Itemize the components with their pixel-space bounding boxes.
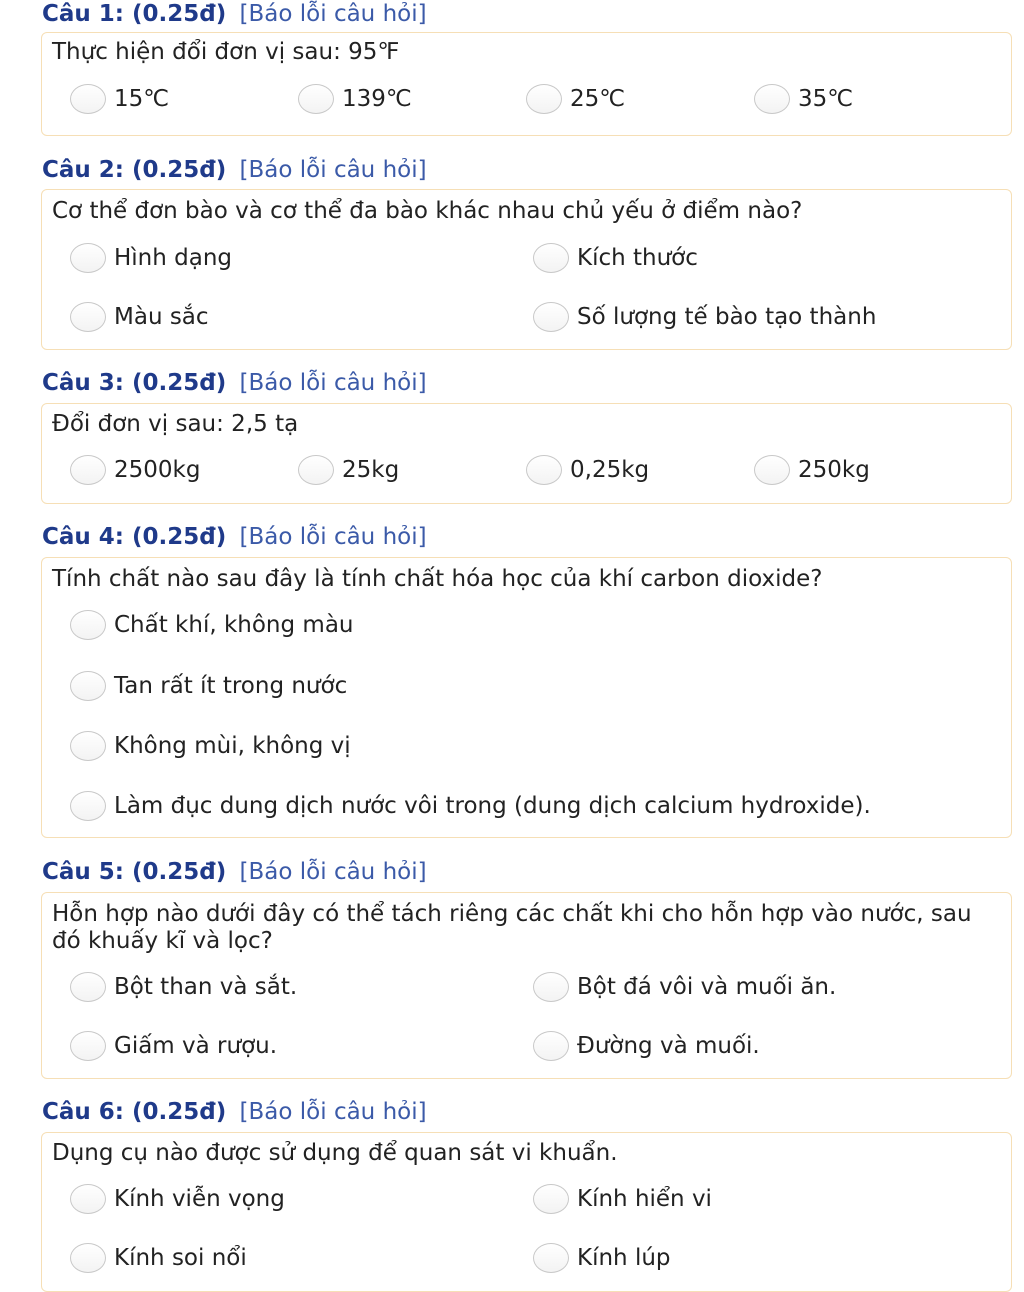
- option-label: Không mùi, không vị: [114, 733, 351, 759]
- radio-icon[interactable]: [70, 972, 106, 1002]
- radio-icon[interactable]: [533, 972, 569, 1002]
- question-3-option-d[interactable]: [754, 452, 870, 488]
- question-3-box: [41, 403, 1012, 504]
- question-1-option-b[interactable]: [298, 81, 412, 117]
- question-2-text: Cơ thể đơn bào và cơ thể đa bào khác nhau chủ yếu ở điểm nào?: [52, 198, 803, 224]
- radio-icon[interactable]: [70, 243, 106, 273]
- option-label: 35℃: [798, 86, 854, 112]
- question-6-option-b[interactable]: [533, 1181, 712, 1217]
- option-label: 25℃: [570, 86, 626, 112]
- radio-icon[interactable]: [533, 1031, 569, 1061]
- question-3-option-a[interactable]: [70, 452, 200, 488]
- option-label: Chất khí, không màu: [114, 612, 354, 638]
- option-label: Kích thước: [577, 245, 698, 271]
- question-5-box: [41, 892, 1012, 1079]
- question-1-option-c[interactable]: [526, 81, 625, 117]
- question-4-option-c[interactable]: [70, 728, 351, 764]
- question-2-box: [41, 189, 1012, 350]
- radio-icon[interactable]: [533, 302, 569, 332]
- question-1-header: [42, 0, 427, 28]
- question-5-option-b[interactable]: [533, 969, 836, 1005]
- radio-icon[interactable]: [533, 1184, 569, 1214]
- radio-icon[interactable]: [298, 84, 334, 114]
- question-4-option-b[interactable]: [70, 668, 347, 704]
- radio-icon[interactable]: [70, 84, 106, 114]
- question-1-report-link[interactable]: [Báo lỗi câu hỏi]: [239, 1, 427, 27]
- radio-icon[interactable]: [70, 1243, 106, 1273]
- question-5-report-link[interactable]: [Báo lỗi câu hỏi]: [239, 859, 427, 885]
- question-6-box: [41, 1132, 1012, 1292]
- question-3-text: Đổi đơn vị sau: 2,5 tạ: [52, 411, 299, 437]
- option-label: Kính hiển vi: [577, 1186, 712, 1212]
- radio-icon[interactable]: [754, 84, 790, 114]
- question-4-number: Câu 4: (0.25đ): [42, 524, 227, 550]
- question-4-header: [42, 523, 427, 551]
- question-5-option-c[interactable]: [70, 1028, 277, 1064]
- option-label: Kính lúp: [577, 1245, 671, 1271]
- question-3-number: Câu 3: (0.25đ): [42, 370, 227, 396]
- question-6-header: [42, 1098, 427, 1126]
- question-5-option-a[interactable]: [70, 969, 297, 1005]
- question-6-option-a[interactable]: [70, 1181, 285, 1217]
- question-1-option-d[interactable]: [754, 81, 853, 117]
- option-label: 250kg: [798, 457, 870, 483]
- question-3-header: [42, 369, 427, 397]
- question-4-report-link[interactable]: [Báo lỗi câu hỏi]: [239, 524, 427, 550]
- option-label: Bột đá vôi và muối ăn.: [577, 974, 837, 1000]
- radio-icon[interactable]: [533, 243, 569, 273]
- question-6-text: Dụng cụ nào được sử dụng để quan sát vi khuẩn.: [52, 1140, 618, 1166]
- question-5-number: Câu 5: (0.25đ): [42, 859, 227, 885]
- question-3-option-c[interactable]: [526, 452, 649, 488]
- radio-icon[interactable]: [70, 791, 106, 821]
- question-6-option-c[interactable]: [70, 1240, 247, 1276]
- radio-icon[interactable]: [70, 455, 106, 485]
- question-2-option-b[interactable]: [533, 240, 698, 276]
- radio-icon[interactable]: [70, 671, 106, 701]
- radio-icon[interactable]: [754, 455, 790, 485]
- option-label: Số lượng tế bào tạo thành: [577, 304, 877, 330]
- option-label: Kính viễn vọng: [114, 1186, 285, 1212]
- option-label: 2500kg: [114, 457, 201, 483]
- question-3-option-b[interactable]: [298, 452, 399, 488]
- question-5-header: [42, 858, 427, 886]
- radio-icon[interactable]: [533, 1243, 569, 1273]
- radio-icon[interactable]: [298, 455, 334, 485]
- option-label: Hình dạng: [114, 245, 233, 271]
- question-2-report-link[interactable]: [Báo lỗi câu hỏi]: [239, 157, 427, 183]
- option-label: 139℃: [342, 86, 412, 112]
- question-2-header: [42, 156, 427, 184]
- question-4-text: Tính chất nào sau đây là tính chất hóa học của khí carbon dioxide?: [52, 566, 823, 592]
- option-label: Màu sắc: [114, 304, 209, 330]
- radio-icon[interactable]: [70, 1184, 106, 1214]
- question-4-box: [41, 557, 1012, 838]
- radio-icon[interactable]: [70, 610, 106, 640]
- question-5-text: Hỗn hợp nào dưới đây có thể tách riêng các chất khi cho hỗn hợp vào nước, sau đó khuấy kĩ và lọc?: [52, 901, 972, 954]
- question-4-option-d[interactable]: [70, 788, 871, 824]
- radio-icon[interactable]: [526, 455, 562, 485]
- question-4-option-a[interactable]: [70, 607, 354, 643]
- option-label: 15℃: [114, 86, 170, 112]
- option-label: Bột than và sắt.: [114, 974, 298, 1000]
- option-label: Đường và muối.: [577, 1033, 760, 1059]
- option-label: Kính soi nổi: [114, 1245, 247, 1271]
- option-label: 0,25kg: [570, 457, 650, 483]
- question-2-option-d[interactable]: [533, 299, 876, 335]
- option-label: Giấm và rượu.: [114, 1033, 278, 1059]
- radio-icon[interactable]: [526, 84, 562, 114]
- question-3-report-link[interactable]: [Báo lỗi câu hỏi]: [239, 370, 427, 396]
- question-1-number: Câu 1: (0.25đ): [42, 1, 227, 27]
- option-label: Tan rất ít trong nước: [114, 673, 348, 699]
- question-5-option-d[interactable]: [533, 1028, 760, 1064]
- question-2-option-c[interactable]: [70, 299, 209, 335]
- option-label: Làm đục dung dịch nước vôi trong (dung dịch calcium hydroxide).: [114, 793, 871, 819]
- option-label: 25kg: [342, 457, 400, 483]
- question-1-text: Thực hiện đổi đơn vị sau: 95℉: [52, 39, 400, 65]
- question-1-option-a[interactable]: [70, 81, 169, 117]
- question-6-option-d[interactable]: [533, 1240, 671, 1276]
- radio-icon[interactable]: [70, 1031, 106, 1061]
- question-6-number: Câu 6: (0.25đ): [42, 1099, 227, 1125]
- question-2-option-a[interactable]: [70, 240, 232, 276]
- radio-icon[interactable]: [70, 731, 106, 761]
- question-1-box: [41, 32, 1012, 136]
- question-2-number: Câu 2: (0.25đ): [42, 157, 227, 183]
- question-6-report-link[interactable]: [Báo lỗi câu hỏi]: [239, 1099, 427, 1125]
- radio-icon[interactable]: [70, 302, 106, 332]
